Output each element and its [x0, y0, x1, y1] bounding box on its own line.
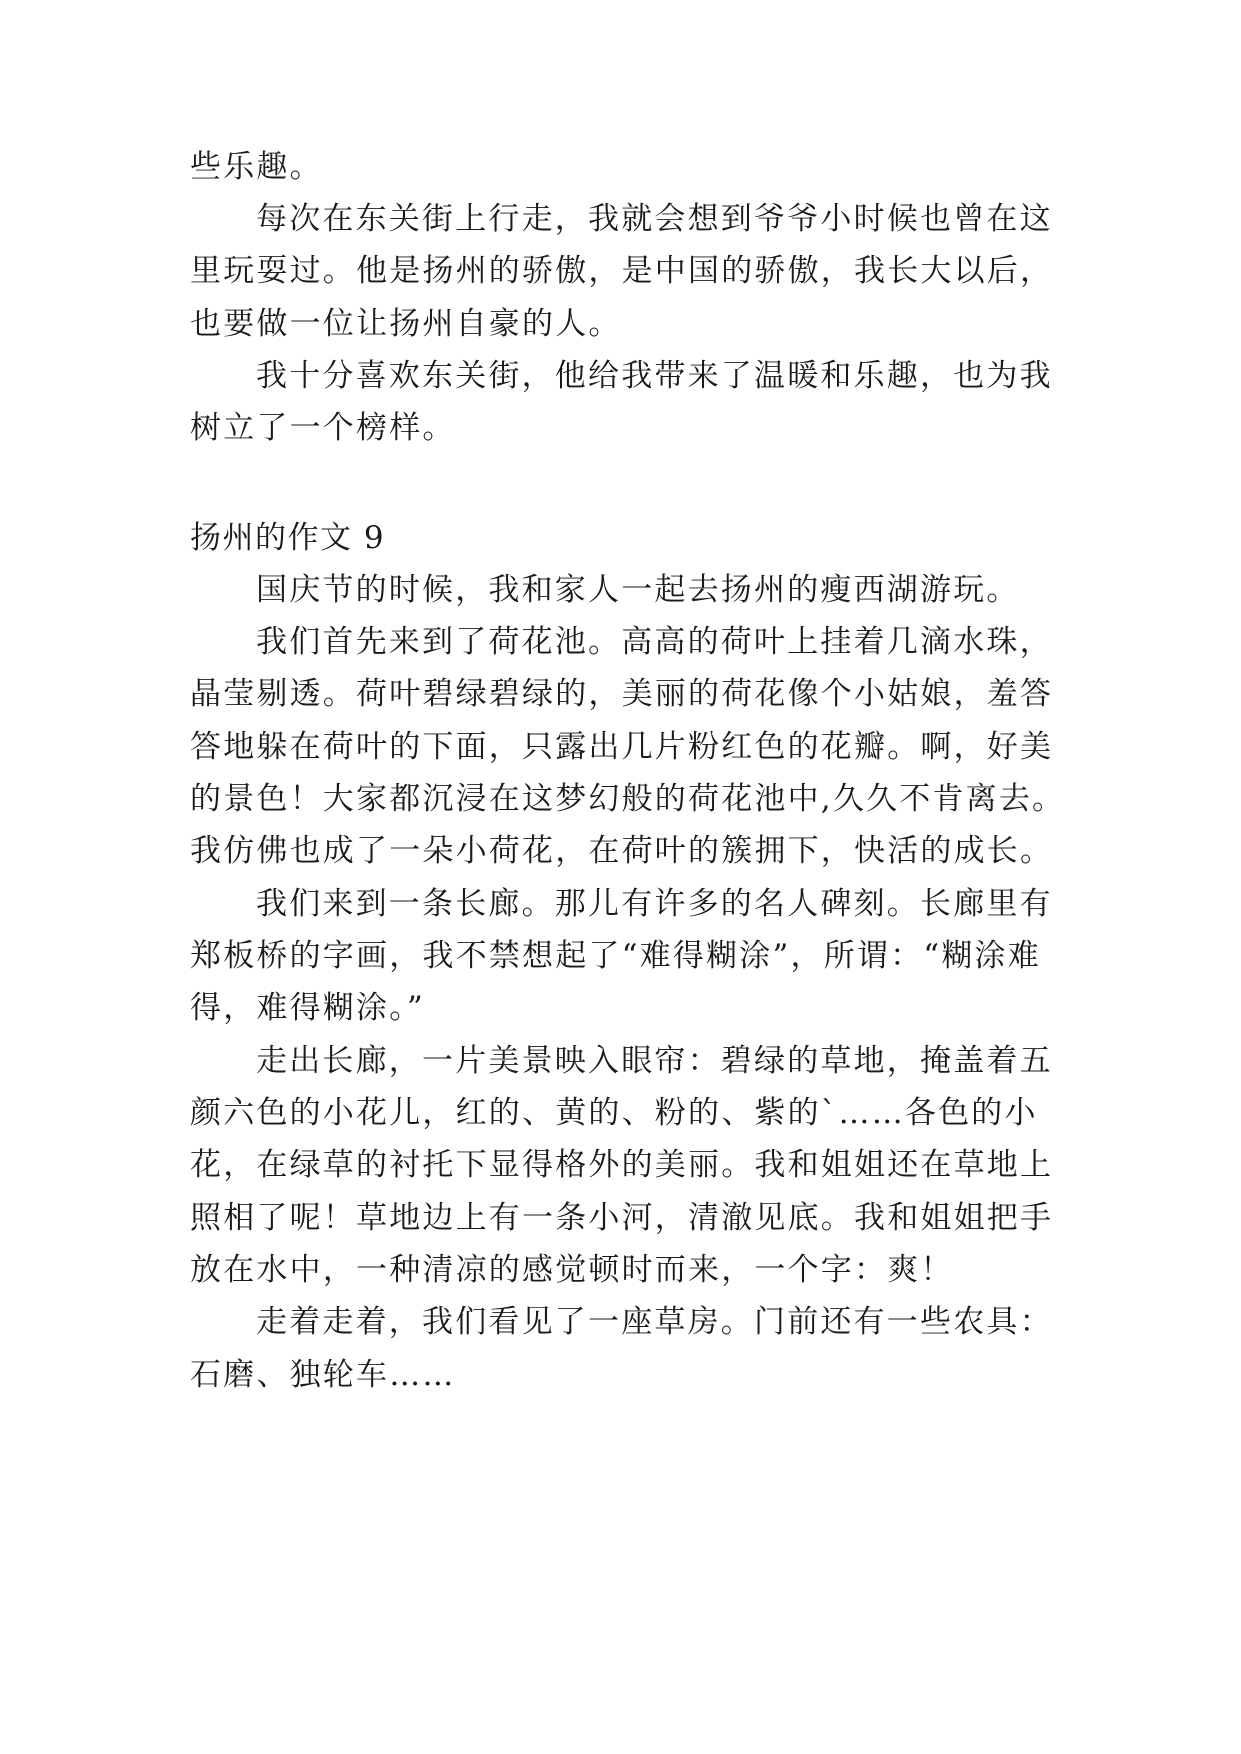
- paragraph-line: 放在水中，一种清凉的感觉顿时而来，一个字：爽！: [190, 1252, 954, 1288]
- paragraph-line: 石磨、独轮车……: [190, 1357, 456, 1393]
- paragraph-line: 答地躲在荷叶的下面，只露出几片粉红色的花瓣。啊，好美: [190, 729, 1054, 765]
- paragraph-line: 我十分喜欢东关街，他给我带来了温暖和乐趣，也为我: [256, 358, 1053, 394]
- paragraph-line: 晶莹剔透。荷叶碧绿碧绿的，美丽的荷花像个小姑娘，羞答: [190, 676, 1054, 712]
- paragraph-line: 些乐趣。: [190, 149, 323, 185]
- paragraph-line: 照相了呢！草地边上有一条小河，清澈见底。我和姐姐把手: [190, 1200, 1054, 1236]
- paragraph-line: 每次在东关街上行走，我就会想到爷爷小时候也曾在这: [256, 201, 1053, 237]
- paragraph-line: 郑板桥的字画，我不禁想起了“难得糊涂”，所谓：“糊涂难: [190, 938, 1041, 974]
- paragraph-line: 我们来到一条长廊。那儿有许多的名人碑刻。长廊里有: [256, 886, 1053, 922]
- paragraph-line: 颜六色的小花儿，红的、黄的、粉的、紫的`……各色的小: [190, 1095, 1038, 1131]
- paragraph-line: 走出长廊，一片美景映入眼帘：碧绿的草地，掩盖着五: [256, 1043, 1053, 1079]
- paragraph-line: 树立了一个榜样。: [190, 410, 456, 446]
- paragraph-line: 也要做一位让扬州自豪的人。: [190, 306, 622, 342]
- section-heading: 扬州的作文 9: [190, 520, 386, 556]
- paragraph-line: 得，难得糊涂。”: [190, 990, 425, 1026]
- paragraph-line: 我仿佛也成了一朵小荷花，在荷叶的簇拥下，快活的成长。: [190, 833, 1054, 869]
- paragraph-line: 国庆节的时候，我和家人一起去扬州的瘦西湖游玩。: [256, 572, 1020, 608]
- paragraph-line: 走着走着，我们看见了一座草房。门前还有一些农具：: [256, 1304, 1053, 1340]
- paragraph-line: 我们首先来到了荷花池。高高的荷叶上挂着几滴水珠，: [256, 624, 1053, 660]
- paragraph-line: 里玩耍过。他是扬州的骄傲，是中国的骄傲，我长大以后，: [190, 253, 1054, 289]
- paragraph-line: 花，在绿草的衬托下显得格外的美丽。我和姐姐还在草地上: [190, 1147, 1054, 1183]
- paragraph-line: 的景色！大家都沉浸在这梦幻般的荷花池中,久久不肯离去。: [190, 781, 1066, 817]
